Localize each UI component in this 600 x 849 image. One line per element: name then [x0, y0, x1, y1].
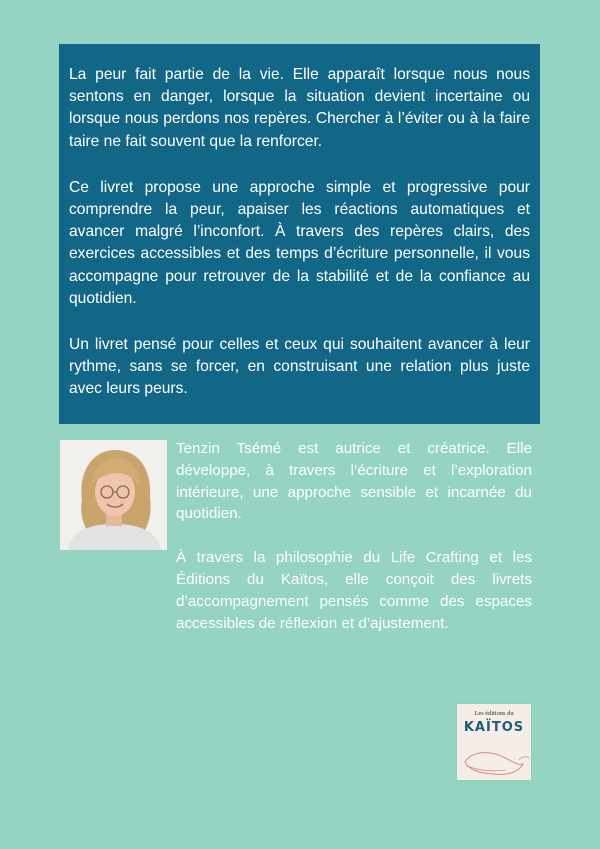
publisher-logo-name: KAÏTOS	[463, 720, 525, 735]
description-panel	[59, 44, 540, 424]
whale-illustration-icon	[457, 744, 531, 780]
description-paragraph-3: Un livret pensé pour celles et ceux qui souhaitent avancer à leur rythme, sans se forcer, en construisant une relation plus juste avec leurs peurs.	[69, 336, 530, 398]
description-paragraph-1: La peur fait partie de la vie. Elle apparaît lorsque nous nous sentons en danger, lorsque la situation devient incertaine ou lorsque nous perdons nos repères. Chercher à l’éviter ou à la faire taire ne fait souvent que la renforcer.	[69, 66, 530, 150]
author-bio	[176, 438, 532, 656]
publisher-logo-tagline: Les éditions du	[474, 710, 514, 717]
author-portrait-image	[60, 440, 167, 550]
publisher-logo	[457, 704, 531, 780]
author-photo	[60, 440, 167, 550]
author-bio-paragraph-2: À travers la philosophie du Life Crafting et les Éditions du Kaïtos, elle conçoit des livrets d’accompagnement pensés comme des espaces accessibles de réflexion et d’ajustement.	[176, 549, 532, 632]
author-bio-paragraph-1: Tenzin Tsémé est autrice et créatrice. Elle développe, à travers l’écriture et l’exploration intérieure, une approche sensible et incarnée du quotidien.	[176, 440, 532, 523]
description-paragraph-2: Ce livret propose une approche simple et progressive pour comprendre la peur, apaiser les réactions automatiques et avancer malgré l’inconfort. À travers des repères clairs, des exercices accessibles et des temps d’écriture personnelle, il vous accompagne pour retrouver de la stabilité et de la confiance au quotidien.	[69, 178, 530, 307]
